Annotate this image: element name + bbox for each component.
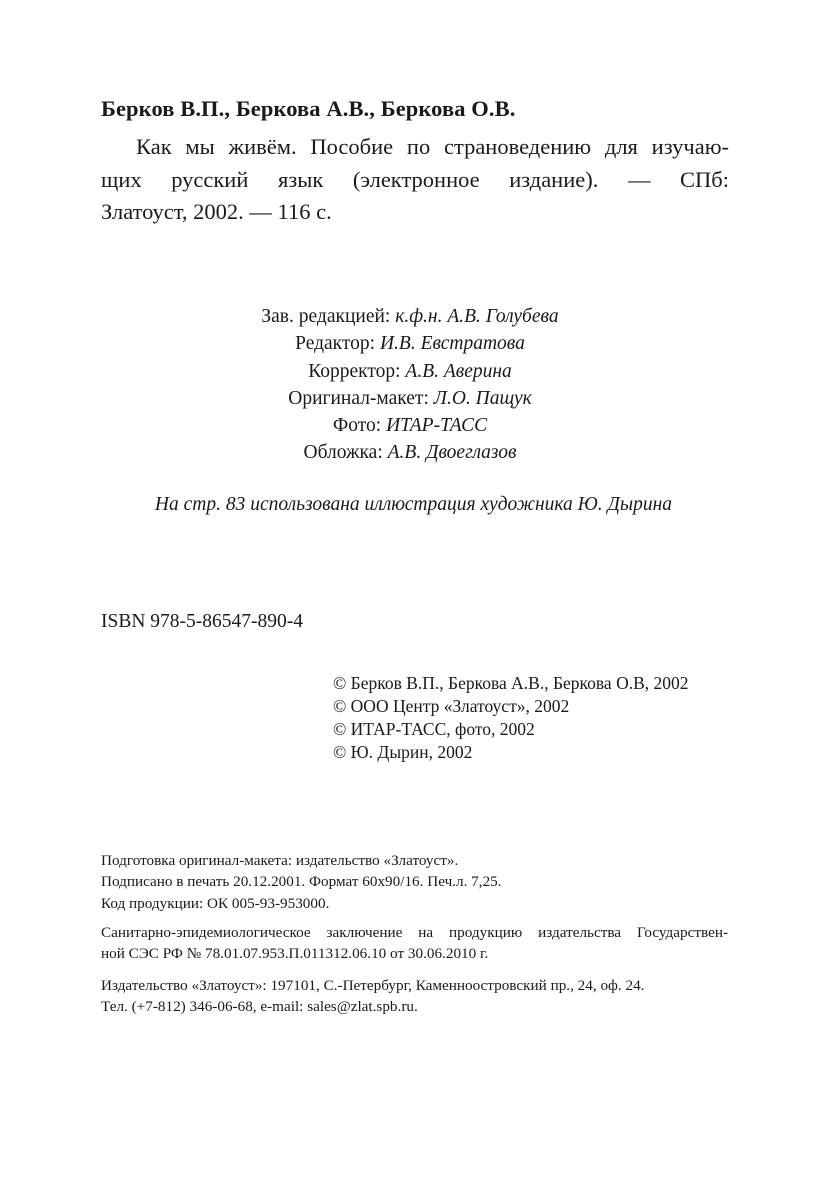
imprint-line: Тел. (+7-812) 346-06-68, e-mail: sales@zlat.spb.ru. xyxy=(101,998,418,1016)
credit-row-head-of-editorial xyxy=(110,303,710,330)
credits-block xyxy=(110,303,710,467)
imprint-sanitary-block xyxy=(101,922,728,965)
imprint-publisher-block xyxy=(101,975,728,1018)
copyright-line: © ООО Центр «Златоуст», 2002 xyxy=(333,696,570,716)
credit-row-proofreader xyxy=(110,358,710,385)
credit-role: Корректор: xyxy=(308,360,406,382)
annotation-line: щих русский язык (электронное издание). — СПб: xyxy=(101,166,729,192)
imprint-line: ной СЭС РФ № 78.01.07.953.П.011312.06.10 от 30.06.2010 г. xyxy=(101,945,489,963)
imprint-line: Подготовка оригинал-макета: издательство «Златоуст». xyxy=(101,852,459,869)
imprint-production-block xyxy=(101,850,728,914)
credit-row-layout xyxy=(110,385,710,412)
copyright-line: © Берков В.П., Беркова А.В., Беркова О.В, 2002 xyxy=(333,673,689,693)
imprint-line: Подписано в печать 20.12.2001. Формат 60x90/16. Печ.л. 7,25. xyxy=(101,873,502,891)
credit-role: Фото: xyxy=(332,415,387,437)
credit-role: Редактор: xyxy=(295,333,380,355)
credit-role: Обложка: xyxy=(303,442,388,464)
illustration-note: На стр. 83 использована иллюстрация художника Ю. Дырина xyxy=(154,494,673,515)
credit-name: А.В. Двоеглазов xyxy=(387,442,517,464)
imprint-line: Издательство «Златоуст»: 197101, С.-Петербург, Каменноостровский пр., 24, оф. 24. xyxy=(101,977,645,994)
imprint-line: Код продукции: ОК 005-93-953000. xyxy=(101,894,330,912)
copyright-line: © ИТАР-ТАСС, фото, 2002 xyxy=(333,719,535,739)
book-authors: Берков В.П., Беркова А.В., Беркова О.В. xyxy=(101,96,516,121)
credit-role: Зав. редакцией: xyxy=(261,306,396,327)
credit-name: И.В. Евстратова xyxy=(379,333,525,355)
credit-name: А.В. Аверина xyxy=(405,360,512,382)
copyright-line: © Ю. Дырин, 2002 xyxy=(333,742,473,762)
annotation-line: Как мы живём. Пособие по страноведению для изучаю- xyxy=(136,134,729,159)
isbn-number: ISBN 978-5-86547-890-4 xyxy=(101,611,304,632)
credit-row-editor xyxy=(110,330,710,357)
credit-name: к.ф.н. А.В. Голубева xyxy=(395,306,559,327)
copyright-block xyxy=(333,672,689,764)
credit-row-cover xyxy=(110,439,710,466)
imprint-line: Санитарно-эпидемиологическое заключение на продукцию издательства Государствен- xyxy=(101,924,728,941)
credit-row-photo xyxy=(110,412,710,439)
credit-name: ИТАР-ТАСС xyxy=(386,415,488,437)
credit-name: Л.О. Пащук xyxy=(433,387,532,409)
annotation-line: Златоуст, 2002. — 116 с. xyxy=(101,199,332,224)
credit-role: Оригинал-макет: xyxy=(288,387,434,409)
book-annotation xyxy=(101,131,729,229)
